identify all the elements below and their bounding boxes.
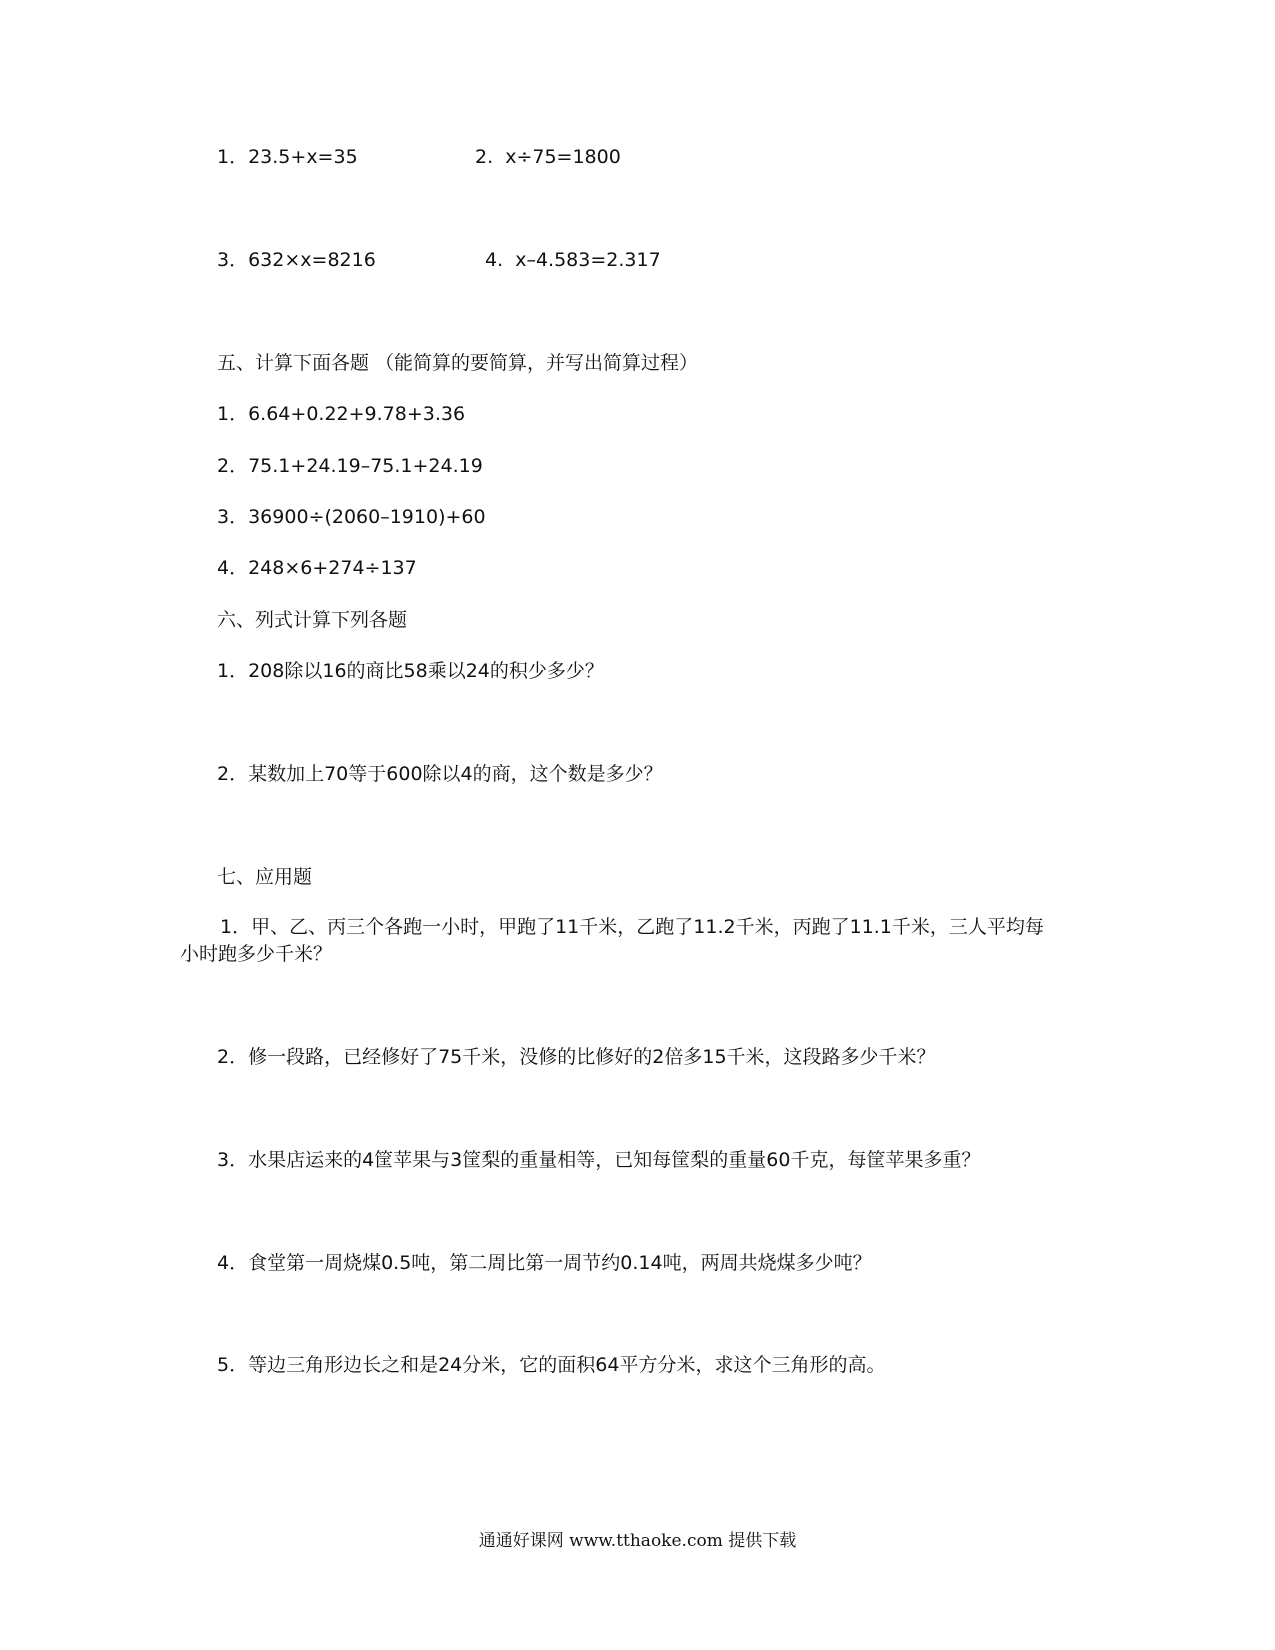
- section-5-heading: 五、计算下面各题 （能简算的要简算，并写出简算过程）: [217, 352, 699, 374]
- calc-item-1: 1．6.64+0.22+9.78+3.36: [217, 403, 466, 425]
- expression-item-1: 1．208除以16的商比58乘以24的积少多少？: [217, 660, 604, 682]
- section-6-heading: 六、列式计算下列各题: [217, 609, 408, 631]
- equation-4: 4. x–4.583=2.317: [485, 249, 661, 271]
- equation-2: 2. x÷75=1800: [475, 146, 621, 168]
- calc-item-2: 2．75.1+24.19–75.1+24.19: [217, 455, 483, 477]
- expression-item-2: 2．某数加上70等于600除以4的商，这个数是多少？: [217, 763, 663, 785]
- word-problem-1: 1．甲、乙、丙三个各跑一小时，甲跑了11千米，乙跑了11.2千米，丙跑了11.1千米，三人平均每小时跑多少千米？: [180, 916, 1044, 965]
- footer-credit: 通通好课网 www.tthaoke.com 提供下载: [478, 1531, 797, 1551]
- section-7-heading: 七、应用题: [217, 866, 313, 888]
- calc-item-3: 3．36900÷(2060–1910)+60: [217, 506, 486, 528]
- equation-1: 1．23.5+x=35: [217, 146, 358, 168]
- word-problem-3: 3．水果店运来的4筐苹果与3筐梨的重量相等，已知每筐梨的重量60千克，每筐苹果多重？: [217, 1149, 981, 1171]
- calc-item-4: 4．248×6+274÷137: [217, 557, 417, 579]
- equation-3: 3．632×x=8216: [217, 249, 376, 271]
- word-problem-4: 4．食堂第一周烧煤0.5吨，第二周比第一周节约0.14吨，两周共烧煤多少吨？: [217, 1252, 872, 1274]
- word-problem-2: 2．修一段路，已经修好了75千米，没修的比修好的2倍多15千米，这段路多少千米？: [217, 1046, 936, 1068]
- word-problem-5: 5．等边三角形边长之和是24分米，它的面积64平方分米，求这个三角形的高。: [217, 1354, 886, 1376]
